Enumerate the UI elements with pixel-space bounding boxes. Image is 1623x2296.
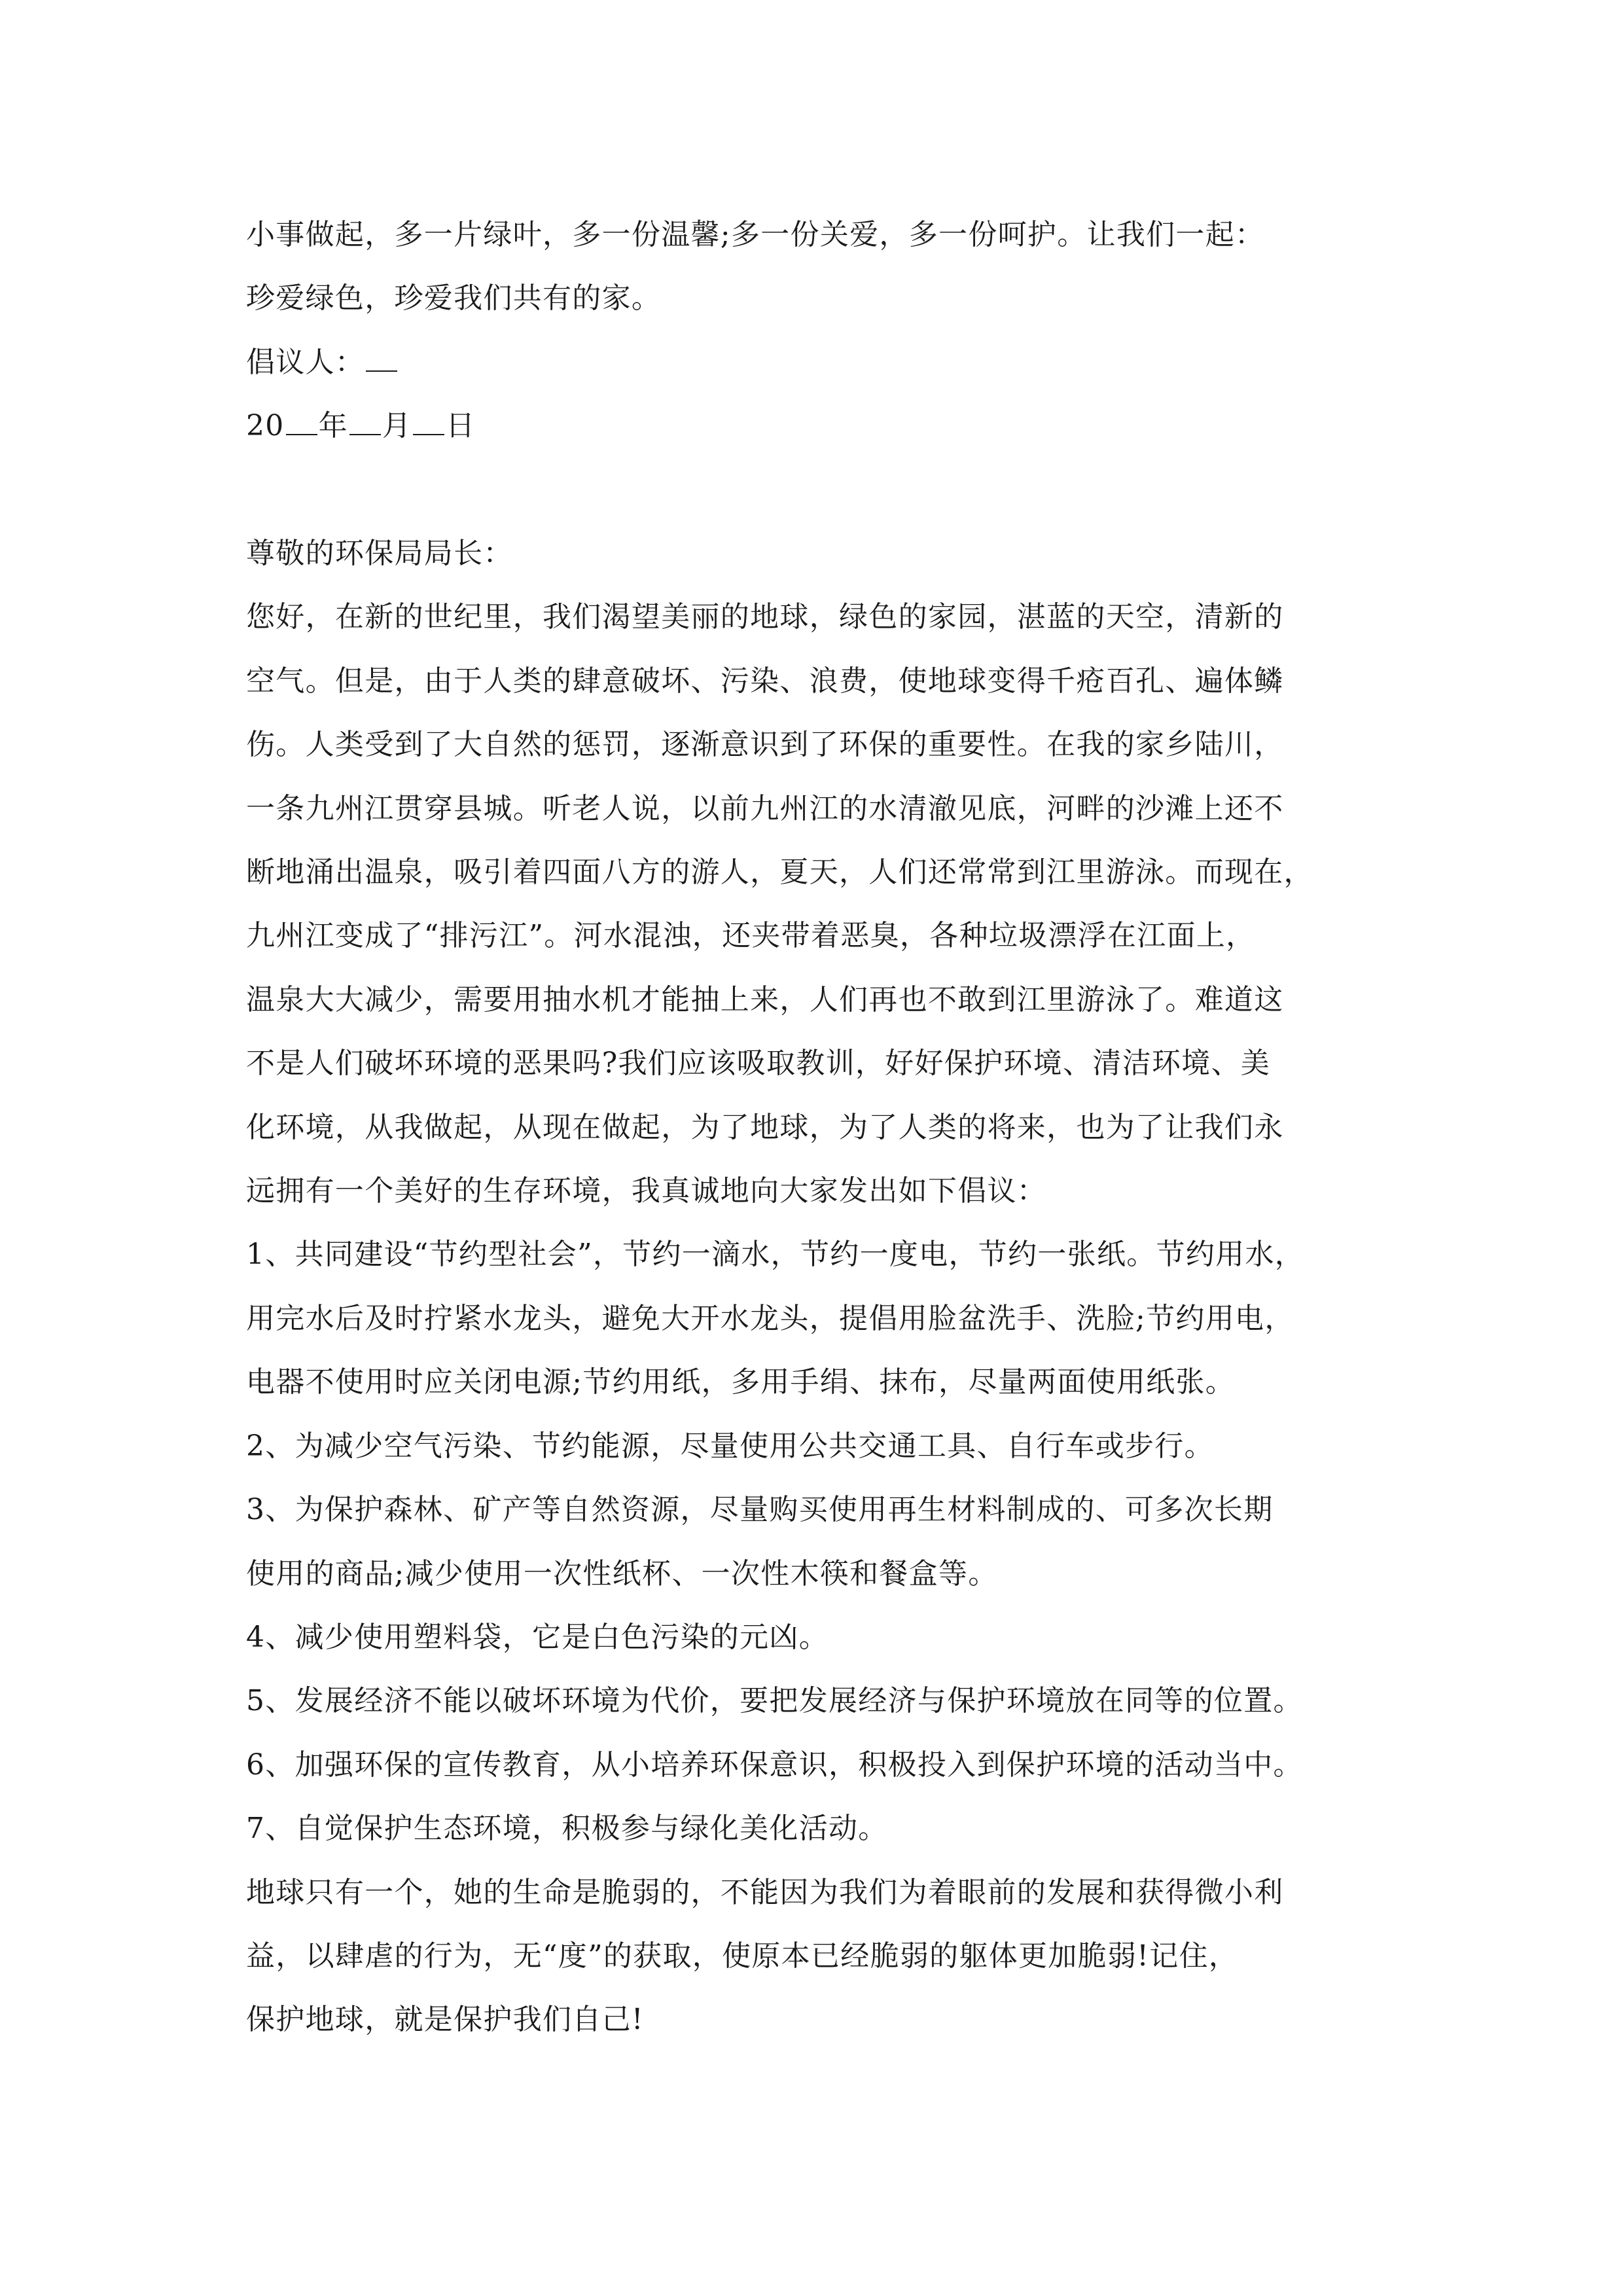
text-line: 4、减少使用塑料袋，它是白色污染的元凶。 xyxy=(246,1620,829,1654)
date-day-label: 日 xyxy=(446,409,476,443)
text-line: 使用的商品;减少使用一次性纸杯、一次性木筷和餐盒等。 xyxy=(246,1556,998,1590)
signer-line xyxy=(246,331,1398,394)
text-line: 2、为减少空气污染、节约能源，尽量使用公共交通工具、自行车或步行。 xyxy=(246,1429,1214,1463)
date-year-label: 年 xyxy=(318,409,348,443)
date-line xyxy=(246,394,1398,457)
text-line: 电器不使用时应关闭电源;节约用纸，多用手绢、抹布，尽量两面使用纸张。 xyxy=(246,1365,1236,1399)
document-body xyxy=(246,203,1398,2052)
intro-line: 珍爱绿色，珍爱我们共有的家。 xyxy=(246,281,662,315)
text-line: 5、发展经济不能以破坏环境为代价，要把发展经济与保护环境放在同等的位置。 xyxy=(246,1684,1303,1718)
paragraph-gap xyxy=(246,458,1398,522)
text-line: 伤。人类受到了大自然的惩罚，逐渐意识到了环保的重要性。在我的家乡陆川， xyxy=(246,728,1284,762)
text-line: 地球只有一个，她的生命是脆弱的，不能因为我们为着眼前的发展和获得微小利 xyxy=(246,1875,1284,1909)
text-line: 用完水后及时拧紧水龙头，避免大开水龙头，提倡用脸盆洗手、洗脸;节约用电， xyxy=(246,1301,1294,1335)
closing-paragraph xyxy=(246,1861,1398,2052)
year-blank xyxy=(286,427,317,435)
text-line: 空气。但是，由于人类的肆意破坏、污染、浪费，使地球变得千疮百孔、遍体鳞 xyxy=(246,664,1284,698)
signer-blank xyxy=(366,364,397,372)
text-line: 断地涌出温泉，吸引着四面八方的游人，夏天，人们还常常到江里游泳。而现在， xyxy=(246,855,1313,889)
month-blank xyxy=(349,427,381,435)
text-line: 您好，在新的世纪里，我们渴望美丽的地球，绿色的家园，湛蓝的天空，清新的 xyxy=(246,600,1284,634)
text-line: 6、加强环保的宣传教育，从小培养环保意识，积极投入到保护环境的活动当中。 xyxy=(246,1748,1303,1782)
date-prefix: 20 xyxy=(246,409,285,443)
date-month-label: 月 xyxy=(382,409,412,443)
text-line: 益，以肆虐的行为，无“度”的获取，使原本已经脆弱的躯体更加脆弱!记住， xyxy=(246,1939,1239,1973)
intro-line: 小事做起，多一片绿叶，多一份温馨;多一份关爱，多一份呵护。让我们一起： xyxy=(246,218,1265,251)
letter-body xyxy=(246,585,1398,1223)
day-blank xyxy=(413,427,444,435)
text-line: 温泉大大减少，需要用抽水机才能抽上来，人们再也不敢到江里游泳了。难道这 xyxy=(246,982,1284,1016)
text-line: 一条九州江贯穿县城。听老人说，以前九州江的水清澈见底，河畔的沙滩上还不 xyxy=(246,791,1284,825)
text-line: 1、共同建设“节约型社会”，节约一滴水，节约一度电，节约一张纸。节约用水， xyxy=(246,1238,1305,1272)
text-line: 不是人们破坏环境的恶果吗?我们应该吸取教训，好好保护环境、清洁环境、美 xyxy=(246,1047,1271,1081)
proposal-items xyxy=(246,1223,1398,1860)
text-line: 3、为保护森林、矿产等自然资源，尽量购买使用再生材料制成的、可多次长期 xyxy=(246,1493,1274,1527)
salutation: 尊敬的环保局局长： xyxy=(246,537,513,571)
signer-label: 倡议人： xyxy=(246,345,365,379)
text-line: 九州江变成了“排污江”。河水混浊，还夹带着恶臭，各种垃圾漂浮在江面上， xyxy=(246,919,1256,953)
text-line: 保护地球，就是保护我们自己! xyxy=(246,2003,644,2037)
text-line: 7、自觉保护生态环境，积极参与绿化美化活动。 xyxy=(246,1812,888,1846)
text-line: 远拥有一个美好的生存环境，我真诚地向大家发出如下倡议： xyxy=(246,1174,1047,1208)
text-line: 化环境，从我做起，从现在做起，为了地球，为了人类的将来，也为了让我们永 xyxy=(246,1110,1284,1144)
